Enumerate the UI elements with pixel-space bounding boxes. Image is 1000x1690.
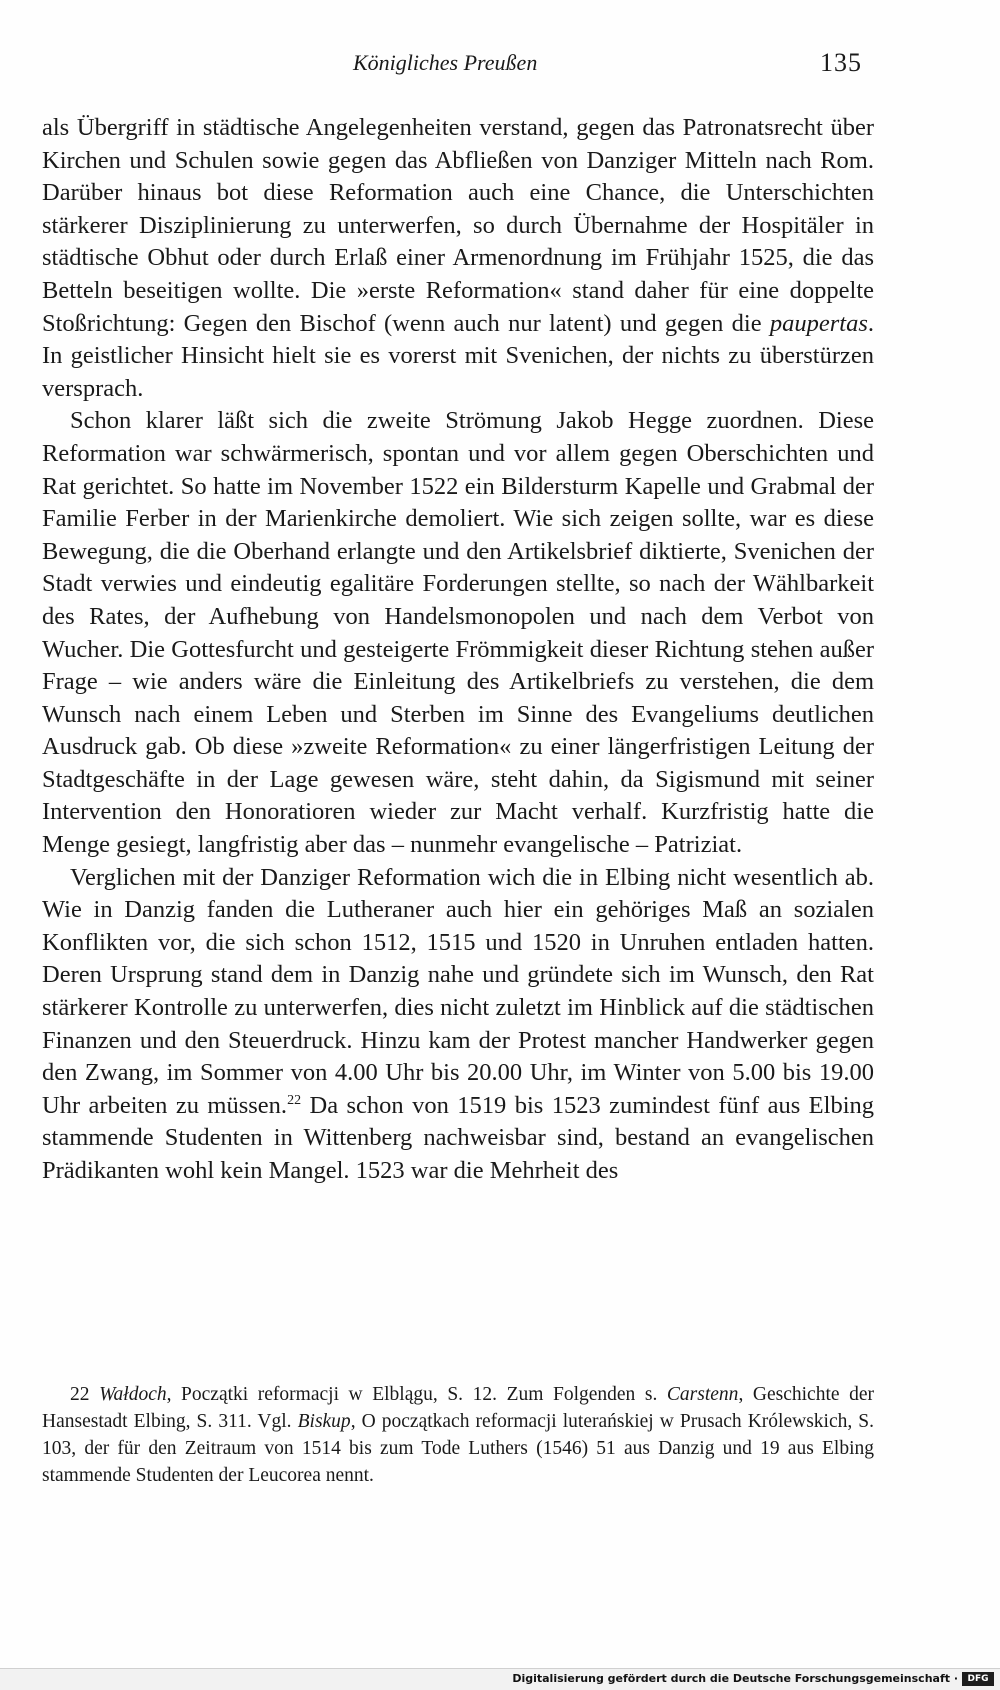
running-head	[0, 48, 1000, 88]
footnote-number: 22	[70, 1384, 90, 1405]
footnote-text-3: , O początkach reformacji luterańskiej w Prusach Królewskich, S. 103, der für den Zeitraum von 1514 bis zum Tode Luthers (1546) 51 aus Danzig und 19 aus Elbing stammende Studenten der Leucorea nennt.	[42, 1411, 875, 1486]
footnote-author-2: Carstenn	[666, 1384, 739, 1405]
footnote-text-2: , Geschichte der Hansestadt Elbing, S. 311. Vgl.	[42, 1384, 874, 1432]
footnote-text-1: , Początki reformacji w Elblągu, S. 12. Zum Folgenden s.	[166, 1384, 667, 1405]
dfg-logo-icon: DFG	[962, 1672, 994, 1686]
digitization-credit-bar	[0, 1668, 1000, 1690]
paragraph-1-text-b: . In geistlicher Hinsicht hielt sie es vorerst mit Svenichen, der nichts zu überstürzen versprach.	[42, 309, 874, 402]
running-title: Königliches Preußen	[353, 50, 538, 75]
footnote	[42, 1381, 874, 1489]
digitization-credit: Digitalisierung gefördert durch die Deutsche Forschungsgemeinschaft ·	[512, 1672, 958, 1685]
page-number: 135	[820, 48, 862, 77]
paragraph-3	[42, 862, 874, 1188]
paragraph-1-text-a: als Übergriff in städtische Angelegenheiten verstand, gegen das Patronatsrecht über Kirchen und Schulen sowie gegen das Abfließen von Danziger Mitteln nach Rom. Darüber hinaus bot diese Reformation auch eine Chance, die Unterschichten stärkerer Disziplinierung zu unterwerfen, so durch Übernahme der Hospitäler in städtische Obhut oder durch Erlaß einer Armenordnung im Frühjahr 1525, die das Betteln beseitigen wollte. Die »erste Reformation« stand daher für eine doppelte Stoßrichtung: Gegen den Bischof (wenn auch nur latent) und gegen die	[42, 114, 874, 337]
paragraph-2: Schon klarer läßt sich die zweite Strömung Jakob Hegge zuordnen. Diese Reformation war schwärmerisch, spontan und vor allem gegen Oberschichten und Rat gerichtet. So hatte im November 1522 ein Bildersturm Kapelle und Grabmal der Familie Ferber in der Marienkirche demoliert. Wie sich zeigen sollte, war es diese Bewegung, die die Oberhand erlangte und den Artikelsbrief diktierte, Svenichen der Stadt verwies und eindeutig egalitäre Forderungen stellte, so nach der Wählbarkeit des Rates, der Aufhebung von Handelsmonopolen und nach dem Verbot von Wucher. Die Gottesfurcht und gesteigerte Frömmigkeit dieser Richtung stehen außer Frage – wie anders wäre die Einleitung des Artikelbriefs zu verstehen, die dem Wunsch nach einem Leben und Sterben im Sinne des Evangeliums deutlichen Ausdruck gab. Ob diese »zweite Reformation« zu einer längerfristigen Leitung der Stadtgeschäfte in der Lage gewesen wäre, steht dahin, da Sigismund mit seiner Intervention den Honoratioren wieder zur Macht verhalf. Kurzfristig hatte die Menge gesiegt, langfristig aber das – nunmehr evangelische – Patriziat.	[42, 407, 874, 859]
paragraph-3-text-b: Da schon von 1519 bis 1523 zumindest fünf aus Elbing stammende Studenten in Wittenberg nachweisbar sind, bestand an evangelischen Prädikanten wohl kein Mangel. 1523 war die Mehrheit des	[42, 1091, 875, 1184]
footnote-author-1: Wałdoch	[99, 1384, 167, 1405]
footnote-reference[interactable]: 22	[287, 1092, 302, 1108]
paragraph-3-text-a: Verglichen mit der Danziger Reformation wich die in Elbing nicht wesentlich ab. Wie in Danzig fanden die Lutheraner auch hier ein gehöriges Maß an sozialen Konflikten vor, die sich schon 1512, 1515 und 1520 in Unruhen entladen hatten. Deren Ursprung stand dem in Danzig nahe und gründete sich im Wunsch, den Rat stärkerer Kontrolle zu unterwerfen, dies nicht zuletzt im Hinblick auf die städtischen Finanzen und den Steuerdruck. Hinzu kam der Protest mancher Handwerker gegen den Zwang, im Sommer von 4.00 Uhr bis 20.00 Uhr, im Winter von 5.00 bis 19.00 Uhr arbeiten zu müssen.	[42, 863, 874, 1119]
paragraph-1	[42, 112, 874, 405]
footnote-author-3: Biskup	[297, 1411, 351, 1432]
body-text	[42, 112, 874, 1188]
paragraph-1-emphasis: paupertas	[769, 309, 868, 337]
